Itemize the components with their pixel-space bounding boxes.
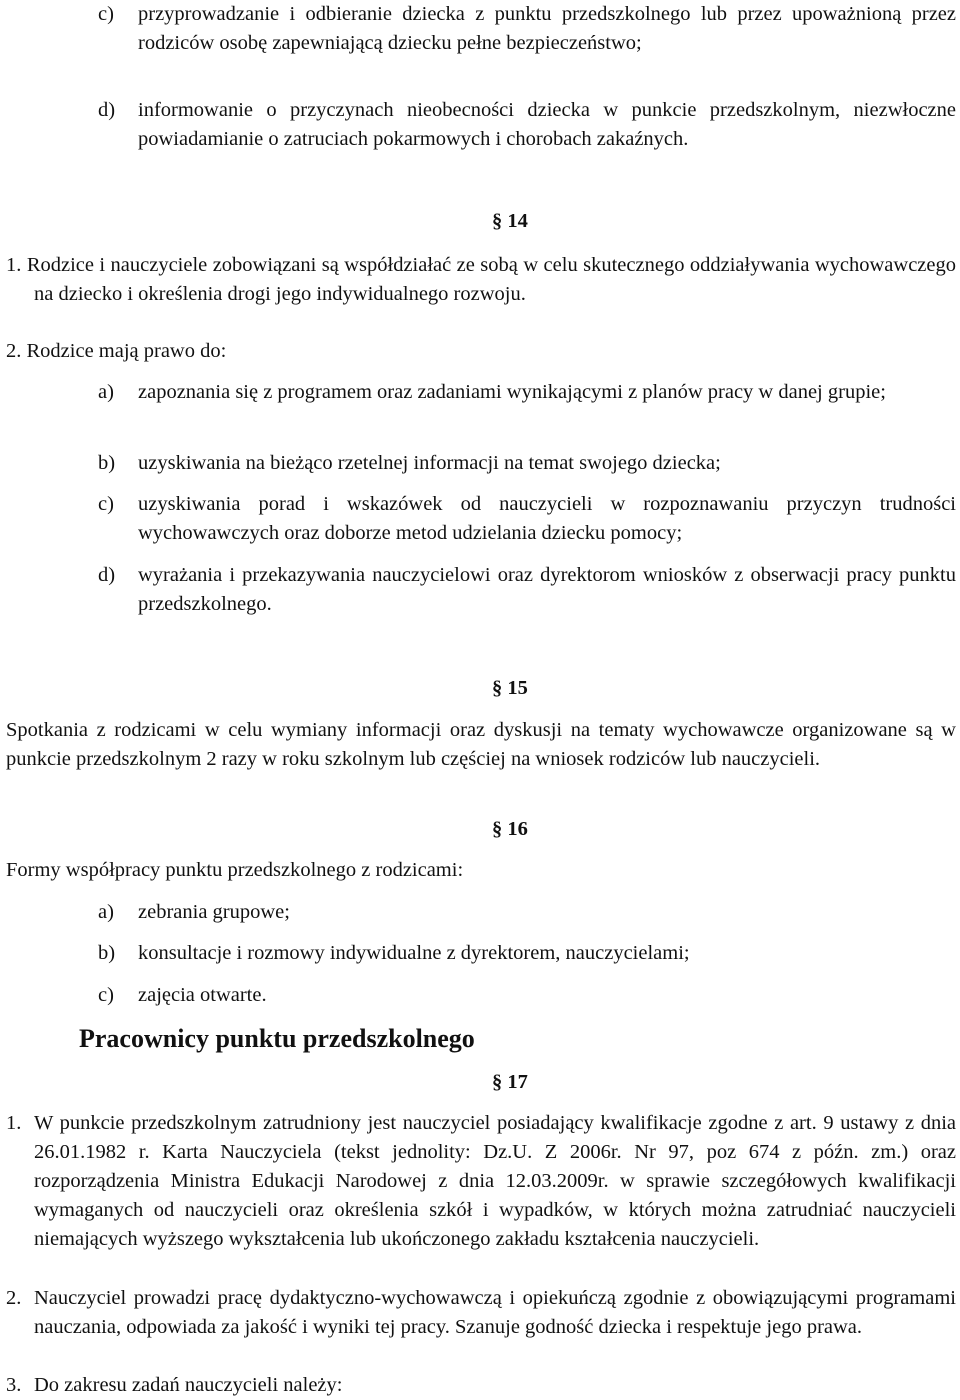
paragraph-17-1	[6, 1109, 956, 1254]
list-marker: d)	[98, 99, 116, 121]
paragraph-16-intro: Formy współpracy punktu przedszkolnego z rodzicami:	[6, 859, 464, 881]
list-text: zebrania grupowe;	[138, 901, 290, 923]
paragraph-text: Rodzice i nauczyciele zobowiązani są współdziałać ze sobą w celu skutecznego oddziaływania wychowawczego na dziecko i określenia drogi jego indywidualnego rozwoju.	[26, 254, 957, 305]
paragraph-number: 3.	[6, 1374, 22, 1396]
list-marker: c)	[98, 3, 114, 25]
list-item	[98, 96, 956, 154]
paragraph-14-2	[6, 337, 226, 366]
paragraph-text: Do zakresu zadań nauczycieli należy:	[34, 1374, 343, 1396]
list-item	[98, 561, 956, 619]
paragraph-14-1	[6, 251, 956, 309]
section-title-14: § 14	[492, 210, 528, 232]
list-item	[98, 939, 956, 968]
paragraph-number: 1.	[6, 1112, 22, 1134]
paragraph-text: Rodzice mają prawo do:	[26, 340, 227, 362]
list-marker: a)	[98, 381, 114, 403]
paragraph-15: Spotkania z rodzicami w celu wymiany informacji oraz dyskusji na tematy wychowawcze organizowane są w punkcie przedszkolnym 2 razy w roku szkolnym lub częściej na wniosek rodziców lub nauczycieli.	[6, 719, 956, 770]
list-marker: b)	[98, 452, 116, 474]
paragraph-text: W punkcie przedszkolnym zatrudniony jest nauczyciel posiadający kwalifikacje zgodne z art. 9 ustawy z dnia 26.01.1982 r. Karta Nauczyciela (tekst jednolity: Dz.U. Z 2006r. Nr 97, poz 674 z późn. zm.) oraz rozporządzenia Ministra Edukacji Narodowej z dnia 12.03.2009r. w sprawie szczegółowych kwalifikacji wymaganych od nauczycieli oraz określenia szkół i wypadków, w których można zatrudniać nauczycieli niemających wyższego wykształcenia lub ukończonego zakładu kształcenia nauczycieli.	[34, 1112, 956, 1250]
list-marker: d)	[98, 564, 116, 586]
paragraph-17-2	[6, 1284, 956, 1342]
section-title-15: § 15	[492, 677, 528, 699]
list-text: zapoznania się z programem oraz zadaniami wynikającymi z planów pracy w danej grupie;	[138, 381, 886, 403]
list-item	[98, 449, 956, 478]
list-marker: a)	[98, 901, 114, 923]
list-marker: c)	[98, 984, 114, 1006]
list-text: konsultacje i rozmowy indywidualne z dyrektorem, nauczycielami;	[138, 942, 690, 964]
paragraph-number: 1.	[6, 254, 22, 276]
list-text: wyrażania i przekazywania nauczycielowi oraz dyrektorom wniosków z obserwacji pracy punktu przedszkolnego.	[138, 564, 956, 615]
paragraph-17-3	[6, 1371, 956, 1400]
paragraph-number: 2.	[6, 1287, 22, 1309]
section-title-17: § 17	[492, 1071, 528, 1093]
paragraph-number: 2.	[6, 340, 22, 362]
list-text: informowanie o przyczynach nieobecności dziecka w punkcie przedszkolnym, niezwłoczne powiadamianie o zatruciach pokarmowych i chorobach zakaźnych.	[138, 99, 956, 150]
list-marker: c)	[98, 493, 114, 515]
list-item	[98, 0, 956, 58]
section-heading: Pracownicy punktu przedszkolnego	[79, 1024, 475, 1053]
list-item	[98, 378, 956, 407]
paragraph-text: Nauczyciel prowadzi pracę dydaktyczno-wychowawczą i opiekuńczą zgodnie z obowiązującymi programami nauczania, odpowiada za jakość i wyniki tej pracy. Szanuje godność dziecka i respektuje jego prawa.	[34, 1287, 956, 1338]
list-text: zajęcia otwarte.	[138, 984, 267, 1006]
list-text: uzyskiwania na bieżąco rzetelnej informacji na temat swojego dziecka;	[138, 452, 721, 474]
list-marker: b)	[98, 942, 116, 964]
list-text: przyprowadzanie i odbieranie dziecka z punktu przedszkolnego lub przez upoważnioną przez rodziców osobę zapewniającą dziecku pełne bezpieczeństwo;	[138, 3, 956, 54]
list-item	[98, 898, 956, 927]
list-item	[98, 981, 956, 1010]
section-title-16: § 16	[492, 818, 528, 840]
list-item	[98, 490, 956, 548]
list-text: uzyskiwania porad i wskazówek od nauczycieli w rozpoznawaniu przyczyn trudności wychowawczych oraz doborze metod udzielania dziecku pomocy;	[138, 493, 956, 544]
